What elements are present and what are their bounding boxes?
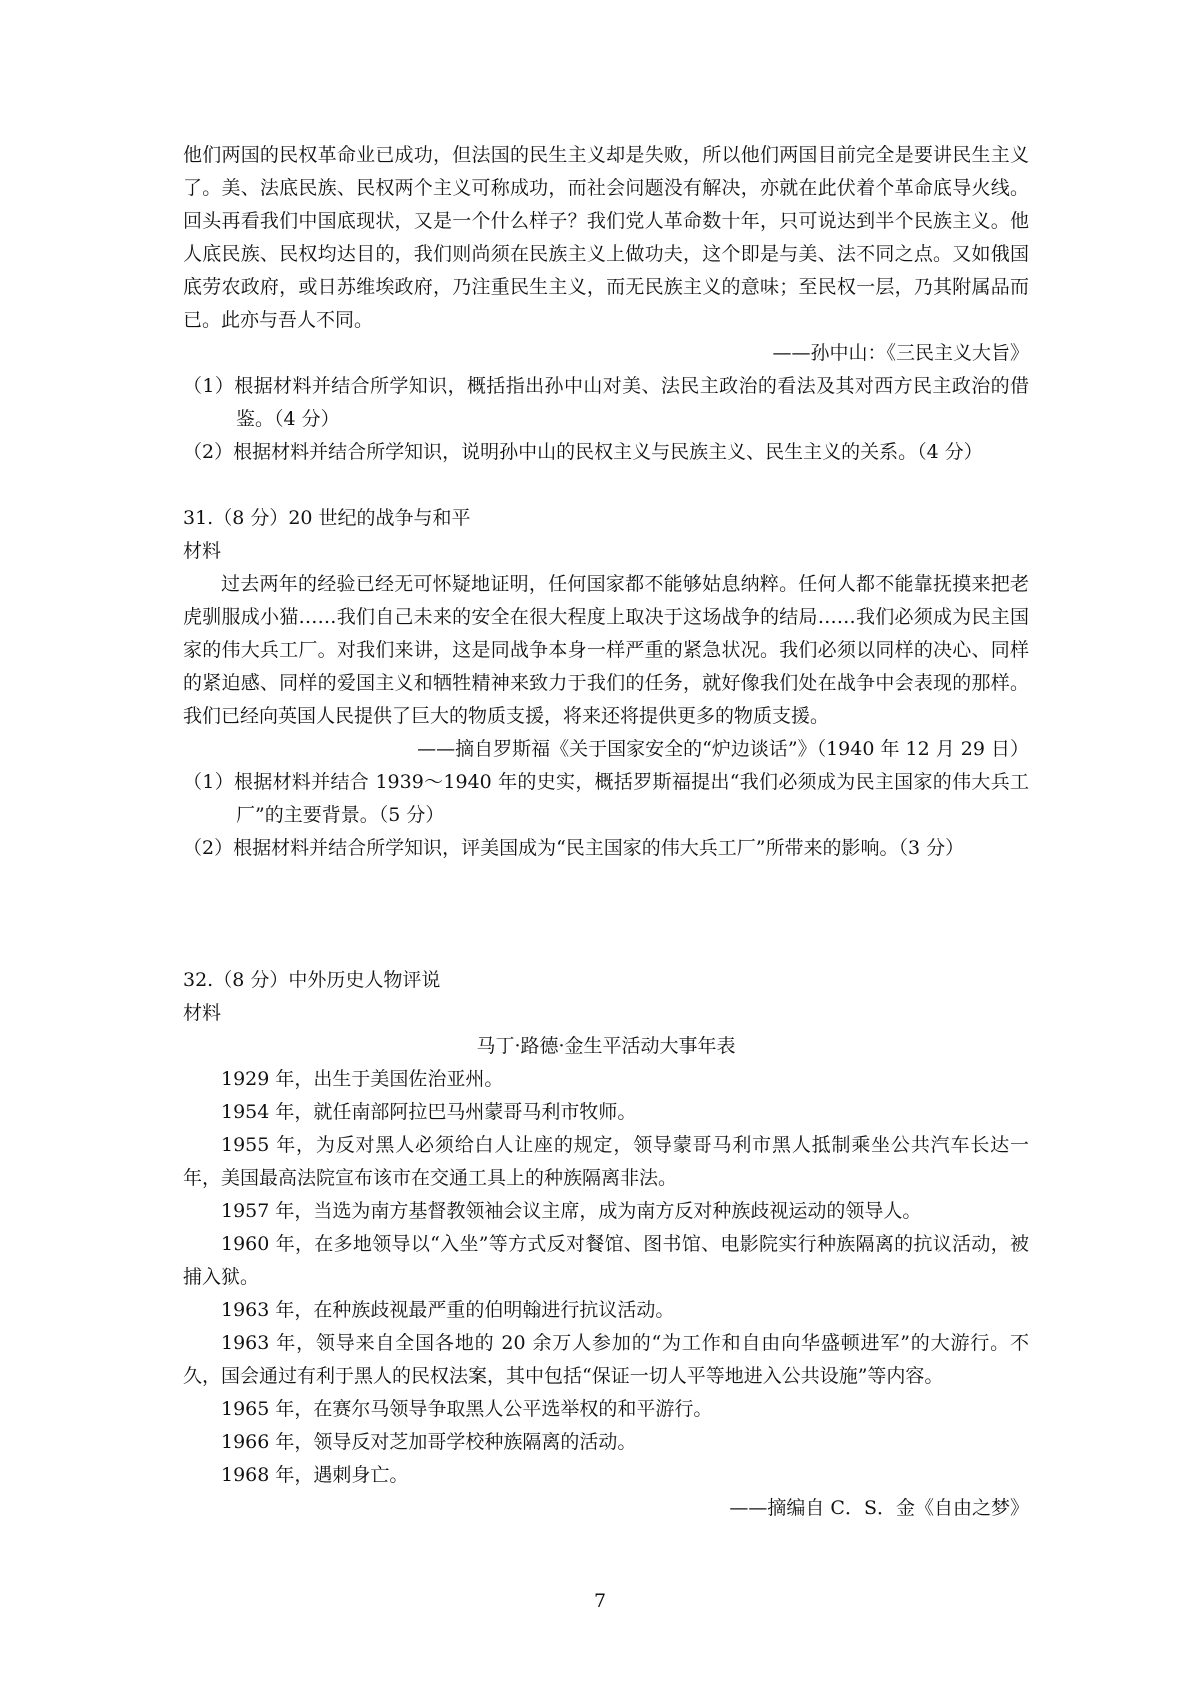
section-32 xyxy=(183,964,1029,1525)
section-30-passage: 他们两国的民权革命业已成功，但法国的民生主义却是失败，所以他们两国目前完全是要讲民生主义了。美、法底民族、民权两个主义可称成功，而社会问题没有解决，亦就在此伏着个革命底导火线。回头再看我们中国底现状，又是一个什么样子？我们党人革命数十年，只可说达到半个民族主义。他人底民族、民权均达目的，我们则尚须在民族主义上做功夫，这个即是与美、法不同之点。又如俄国底劳农政府，或日苏维埃政府，乃注重民生主义，而无民族主义的意味；至民权一层，乃其附属品而已。此亦与吾人不同。 xyxy=(183,144,1029,331)
timeline-event: 1966 年，领导反对芝加哥学校种族隔离的活动。 xyxy=(221,1431,637,1453)
section-30-source: ——孙中山：《三民主义大旨》 xyxy=(772,342,1029,364)
page-number: 7 xyxy=(593,1590,607,1612)
section-31-material-label: 材料 xyxy=(183,540,222,562)
timeline-event: 1965 年，在赛尔马领导争取黑人公平选举权的和平游行。 xyxy=(221,1398,713,1420)
timeline-event: 1968 年，遇刺身亡。 xyxy=(221,1464,409,1486)
section-30-question-1: （1）根据材料并结合所学知识，概括指出孙中山对美、法民主政治的看法及其对西方民主政治的借鉴。（4 分） xyxy=(183,375,1029,430)
section-30-question-2: （2）根据材料并结合所学知识，说明孙中山的民权主义与民族主义、民生主义的关系。（4 分） xyxy=(183,441,983,463)
timeline-event: 1955 年，为反对黑人必须给白人让座的规定，领导蒙哥马利市黑人抵制乘坐公共汽车长达一年，美国最高法院宣布该市在交通工具上的种族隔离非法。 xyxy=(183,1134,1029,1189)
section-32-heading: 32.（8 分）中外历史人物评说 xyxy=(183,969,441,991)
timeline-event: 1957 年，当选为南方基督教领袖会议主席，成为南方反对种族歧视运动的领导人。 xyxy=(221,1200,922,1222)
section-31-source: ——摘自罗斯福《关于国家安全的“炉边谈话”》（1940 年 12 月 29 日） xyxy=(417,738,1029,760)
section-31 xyxy=(183,502,1029,865)
section-32-material-label: 材料 xyxy=(183,1002,222,1024)
timeline-event: 1963 年，在种族歧视最严重的伯明翰进行抗议活动。 xyxy=(221,1299,675,1321)
section-32-source: ——摘编自 C．S．金《自由之梦》 xyxy=(729,1497,1029,1519)
timeline-event: 1960 年，在多地领导以“入坐”等方式反对餐馆、图书馆、电影院实行种族隔离的抗议活动，被捕入狱。 xyxy=(183,1233,1029,1288)
section-31-question-1: （1）根据材料并结合 1939～1940 年的史实，概括罗斯福提出“我们必须成为民主国家的伟大兵工厂”的主要背景。（5 分） xyxy=(183,771,1029,826)
timeline-title: 马丁·路德·金生平活动大事年表 xyxy=(476,1035,736,1057)
timeline-event: 1929 年，出生于美国佐治亚州。 xyxy=(221,1068,504,1090)
timeline-event: 1954 年，就任南部阿拉巴马州蒙哥马利市牧师。 xyxy=(221,1101,637,1123)
section-31-passage: 过去两年的经验已经无可怀疑地证明，任何国家都不能够姑息纳粹。任何人都不能靠抚摸来把老虎驯服成小猫……我们自己未来的安全在很大程度上取决于这场战争的结局……我们必须成为民主国家的伟大兵工厂。对我们来讲，这是同战争本身一样严重的紧急状况。我们必须以同样的决心、同样的紧迫感、同样的爱国主义和牺牲精神来致力于我们的任务，就好像我们处在战争中会表现的那样。我们已经向英国人民提供了巨大的物质支援，将来还将提供更多的物质支援。 xyxy=(183,573,1029,727)
timeline-event: 1963 年，领导来自全国各地的 20 余万人参加的“为工作和自由向华盛顿进军”的大游行。不久，国会通过有利于黑人的民权法案，其中包括“保证一切人平等地进入公共设施”等内容。 xyxy=(183,1332,1029,1387)
section-31-question-2: （2）根据材料并结合所学知识，评美国成为“民主国家的伟大兵工厂”所带来的影响。（3 分） xyxy=(183,837,965,859)
section-31-heading: 31.（8 分）20 世纪的战争与和平 xyxy=(183,507,471,529)
section-30 xyxy=(183,139,1029,469)
